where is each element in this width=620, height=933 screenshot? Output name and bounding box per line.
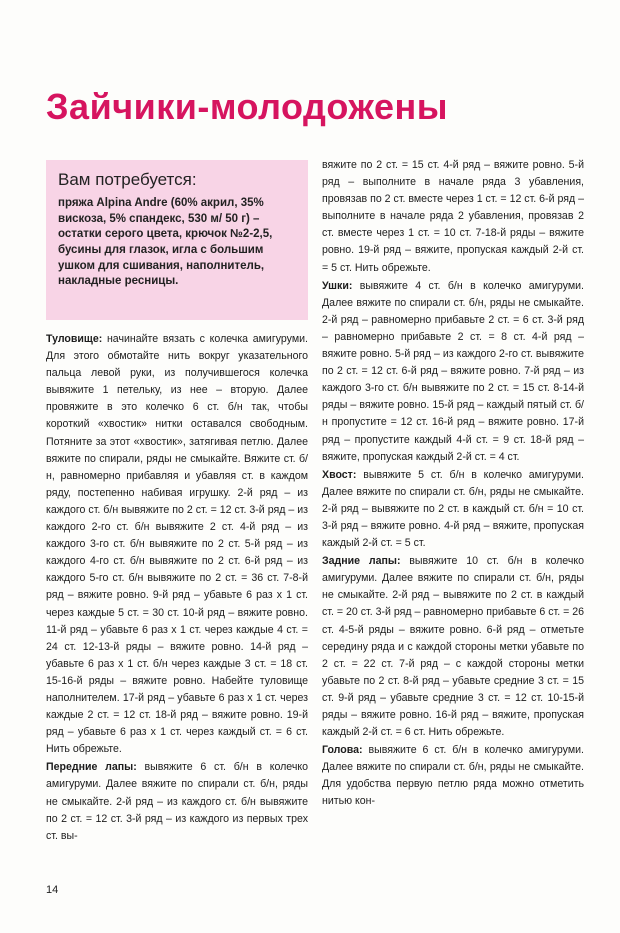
paragraph-tail [322,467,584,552]
paragraph-hind-paws [322,553,584,741]
page-number: 14 [46,884,59,896]
section-lead-body: Туловище: [46,333,103,345]
paragraph-ears [322,278,584,466]
section-text-body: начинайте вязать с колечка амигуруми. Для этого обмотайте нить вокруг указательного пальца левой руки, из получившегося колечка вывяжите 1 петельку, из нее – вторую. Далее провяжите в это колечко 6 ст. б/н так, чтобы короткий «хвостик» нитки оставался свободным. Потяните за этот «хвостик», затягивая петлю. Далее вяжите по спирали, ряды не смыкайте. Вяжите ст. б/н, равномерно прибавляя и убавляя ст. в каждом ряду, постепенно набивая игрушку. 2-й ряд – из каждого ст. б/н вывяжите по 2 ст. = 12 ст. 3-й ряд – из каждого 2-го ст. б/н вывяжите 2 ст. 4-й ряд – из каждого 3-го ст. б/н вывяжите по 2 ст. 5-й ряд – из каждого 4-го ст. б/н вывяжите по 2 ст. 6-й ряд – из каждого 5-го ст. б/н вывяжите по 2 ст. = 36 ст. 7-8-й ряд – вяжите ровно. 9-й ряд – убавьте 6 раз х 1 ст. через каждые 5 ст. = 30 ст. 10-й ряд – вяжите ровно. 11-й ряд – убавьте 6 раз х 1 ст. через каждые 4 ст. = 24 ст. 12-13-й ряды – вяжите ровно. 14-й ряд – убавьте 6 раз х 1 ст. б/н через каждые 3 ст. = 18 ст. 15-16-й ряды – вяжите ровно. Набейте туловище наполнителем. 17-й ряд – убавьте 6 раз х 1 ст. через каждые 2 ст. = 12 ст. 18-й ряд – вяжите ровно. 19-й ряд – убавьте 6 раз х 1 ст. через каждый ст. = 6 ст. Нить обрежьте. [46,333,308,756]
section-text-hind-paws: вывяжите 10 ст. б/н в колечко амигуруми. Далее вяжите по спирали ст. б/н, ряды не смыкайте. 2-й ряд – вывяжите по 2 ст. в каждый ст. = 20 ст. 3-й ряд – равномерно прибавьте 6 ст. = 26 ст. 4-5-й ряды – вяжите ровно. 6-й ряд – отметьте середину ряда и с каждой стороны метки убавьте по 2 ст. = 22 ст. 7-й ряд – с каждой стороны метки убавьте по 2 ст. 8-й ряд – убавьте средние 3 ст. = 15 ст. 9-й ряд – убавьте средние 3 ст. = 12 ст. 10-15-й ряды – вяжите ровно. 16-й ряд – вяжите, пропуская каждый 2-й ст. = 6 ст. Нить обрежьте. [322,555,584,739]
section-lead-front-paws: Передние лапы: [46,761,137,774]
text-column-right [322,157,584,812]
section-lead-tail: Хвост: [322,468,357,481]
section-text-front-paws-cont: вяжите по 2 ст. = 15 ст. 4-й ряд – вяжите ровно. 5-й ряд – выполните в начале ряда 3 убавления, провязав по 2 ст. вместе через 1 ст. = 12 ст. 6-й ряд – выполните в начале ряда 2 убавления, провязав 2 ст. вместе через 1 ст. = 10 ст. 7-18-й ряды – вяжите ровно. 19-й ряд – вяжите, пропуская каждый 2-й ст. = 5 ст. Нить обрежьте. [322,159,584,274]
materials-heading: Вам потребуется: [58,170,197,189]
materials-box [46,160,308,320]
section-lead-ears: Ушки: [322,279,353,292]
text-column-left [46,331,308,846]
section-text-head: вывяжите 6 ст. б/н в колечко амигуруми. Далее вяжите по спирали ст. б/н, ряды не смыкайте. Для удобства первую петлю ряда можно отметить нитью кон- [322,744,584,808]
materials-text: пряжа Alpina Andre (60% акрил, 35% вискоза, 5% спандекс, 530 м/ 50 г) – остатки серого цвета, крючок №2-2,5, бусины для глазок, игла с большим ушком для сшивания, наполнитель, накладные ресницы. [58,197,273,288]
page-title: Зайчики-молодожены [46,86,448,127]
section-text-front-paws: вывяжите 6 ст. б/н в колечко амигуруми. Далее вяжите по спирали ст. б/н, ряды не смыкайте. 2-й ряд – из каждого ст. б/н вывяжите по 2 ст. = 12 ст. 3-й ряд – из каждого из первых трех ст. вы- [46,761,308,842]
section-lead-head: Голова: [322,744,363,757]
paragraph-body [46,331,308,758]
paragraph-front-paws-cont [322,157,584,277]
paragraph-head [322,742,584,810]
paragraph-front-paws [46,759,308,844]
section-text-ears: вывяжите 4 ст. б/н в колечко амигуруми. Далее вяжите по спирали ст. б/н, ряды не смыкайте. 2-й ряд – равномерно прибавьте 2 ст. = 6 ст. 3-й ряд – равномерно прибавьте 2 ст. = 8 ст. 4-й ряд – вяжите ровно. 5-й ряд – из каждого 2-го ст. вывяжите по 2 ст. = 12 ст. 6-й ряд – вяжите ровно. 7-й ряд – из каждого 3-го ст. б/н вывяжите по 2 ст. = 15 ст. 8-14-й ряды – вяжите ровно. 15-й ряд – каждый пятый ст. б/н пропустите = 12 ст. 16-й ряд – вяжите ровно. 17-й ряд – пропустите каждый 4-й ст. = 9 ст. 18-й ряд – вяжите, пропуская каждый 2-й ст. = 4 ст. [322,279,584,463]
section-lead-hind-paws: Задние лапы: [322,555,401,568]
section-text-tail: вывяжите 5 ст. б/н в колечко амигуруми. Далее вяжите по спирали ст. б/н, ряды не смыкайте. 2-й ряд – вывяжите по 2 ст. в каждый ст. б/н = 10 ст. 3-й ряд – вяжите ровно. 4-й ряд – вяжите, пропуская каждый 2-й ст. = 5 ст. [322,468,584,550]
